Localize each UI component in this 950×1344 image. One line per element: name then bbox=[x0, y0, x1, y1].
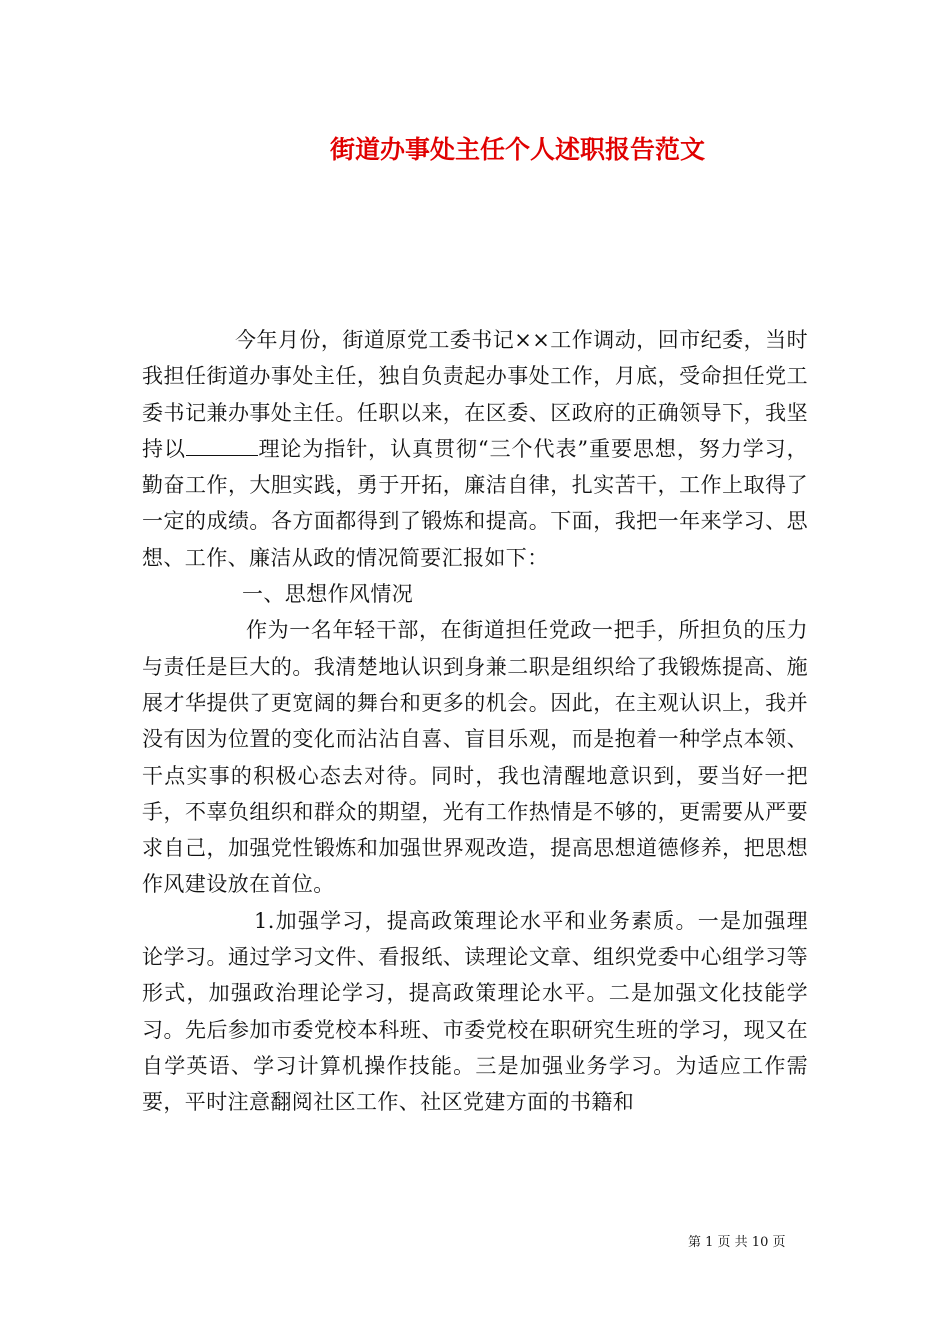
page-number-footer: 第 1 页 共 10 页 bbox=[688, 1235, 786, 1250]
fill-in-blank bbox=[186, 435, 258, 456]
paragraph-ideology: 作为一名年轻干部，在街道担任党政一把手，所担负的压力与责任是巨大的。我清楚地认识到身兼二职是组织给了我锻炼提高、施展才华提供了更宽阔的舞台和更多的机会。因此，在主观认识上，我并没有因为位置的变化而沾沾自喜、盲目乐观，而是抱着一种学点本领、干点实事的积极心态去对待。同时，我也清醒地意识到，要当好一把手，不辜负组织和群众的期望，光有工作热情是不够的，更需要从严要求自己，加强党性锻炼和加强世界观改造，提高思想道德修养，把思想作风建设放在首位。 bbox=[142, 618, 808, 897]
document-title: 街道办事处主任个人述职报告范文 bbox=[330, 135, 706, 164]
paragraph-study: 1.加强学习，提高政策理论水平和业务素质。一是加强理论学习。通过学习文件、看报纸、读理论文章、组织党委中心组学习等形式，加强政治理论学习，提高政策理论水平。二是加强文化技能学习。先后参加市委党校本科班、市委党校在职研究生班的学习，现又在自学英语、学习计算机操作技能。三是加强业务学习。为适应工作需要，平时注意翻阅社区工作、社区党建方面的书籍和 bbox=[142, 908, 808, 1115]
section-heading-ideology: 一、思想作风情况 bbox=[242, 582, 414, 607]
document-body bbox=[142, 322, 808, 1121]
paragraph-intro bbox=[142, 322, 808, 576]
intro-text-before-blank: 今年月份，街道原党工委书记××工作调动，回市纪委，当时我担任街道办事处主任，独自负责起办事处工作，月底，受命担任党工委书记兼办事处主任。任职以来，在区委、区政府的正确领导下，我坚持以 bbox=[142, 328, 808, 461]
intro-text-after-blank: 理论为指针，认真贯彻“三个代表”重要思想，努力学习，勤奋工作，大胆实践，勇于开拓，廉洁自律，扎实苦干，工作上取得了一定的成绩。各方面都得到了锻炼和提高。下面，我把一年来学习、思想、工作、廉洁从政的情况简要汇报如下： bbox=[142, 436, 808, 570]
